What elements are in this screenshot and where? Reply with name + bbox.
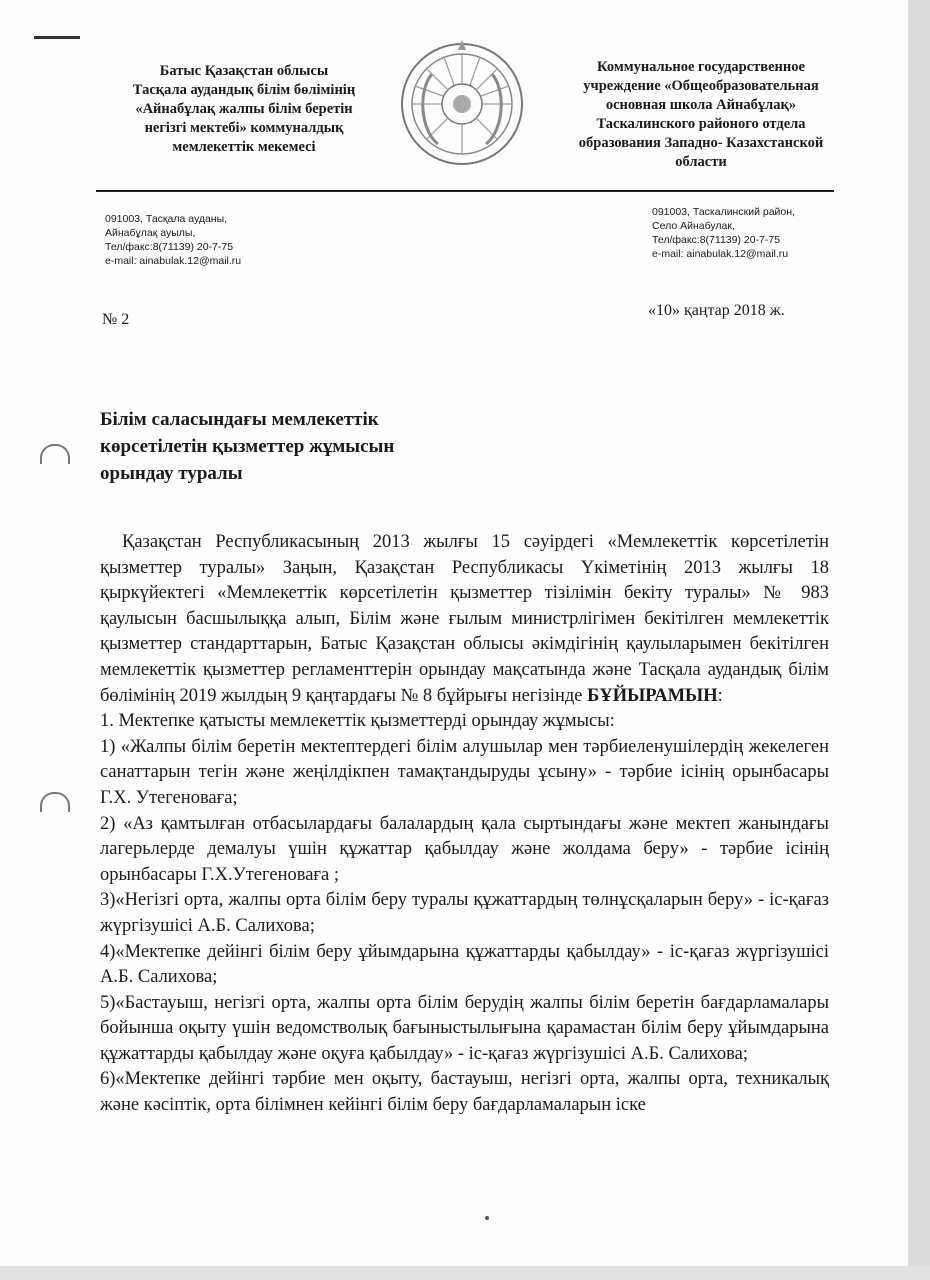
address-left [105,212,241,268]
document-number: № 2 [102,311,130,328]
address-right [652,205,795,261]
list-item: 3)«Негізгі орта, жалпы орта білім беру туралы құжаттардың төлнұсқаларын беру» - іс-қағаз жүргізушісі А.Б. Салихова; [100,890,829,936]
document-body [100,530,829,1119]
header-left-line: Тасқала аудандық білім бөлімінің [132,82,356,98]
scan-speck [485,1216,489,1220]
address-left-line: Тел/факс:8(71139) 20-7-75 [105,241,234,253]
punch-hole-icon [40,444,70,464]
list-item: 4)«Мектепке дейінгі білім беру ұйымдарына құжаттарды қабылдау» - іс-қағаз жүргізушісі А.Б. Салихова; [100,941,829,988]
title-line: орындау туралы [100,463,243,484]
document-title [100,406,460,487]
header-left-line: «Айнабұлақ жалпы білім беретін [135,101,353,117]
header-right-line: учреждение «Общеобразовательная [583,78,819,94]
address-right-line: Тел/факс:8(71139) 20-7-75 [652,234,781,246]
header-right-line: области [675,154,727,170]
list-item: 1. Мектепке қатысты мемлекеттік қызметтерді орындау жұмысы: [100,711,615,732]
list-item: 5)«Бастауыш, негізгі орта, жалпы орта білім берудің жалпы білім беретін бағдарламалары бойынша оқыту үшін ведомстволық бағыныстылығына қарамастан білім беру ұйымдарына құжаттарды қабылдау және оқуға қабылдау» - іс-қағаз жүргізушісі А.Б. Салихова; [100,992,829,1064]
scan-edge-bottom [0,1266,930,1280]
header-right-line: Коммунальное государственное [597,59,805,75]
header-left-line: Батыс Қазақстан облысы [159,63,329,79]
list-item: 2) «Аз қамтылған отбасылардағы балалардың қала сыртындағы және мектеп жанындағы лагерьлерде демалуы үшін құжаттар қабылдау және жолдама беру» - тәрбие ісінің орынбасары Г.Х.Утегеноваға ; [100,813,829,885]
address-left-line: e-mail: ainabulak.12@mail.ru [105,255,242,267]
address-right-line: 091003, Таскалинский район, [652,206,795,218]
title-line: Білім саласындағы мемлекеттік [100,409,379,430]
header-right-russian [546,58,856,172]
list-item: 6)«Мектепке дейінгі тәрбие мен оқыту, бастауыш, негізгі орта, жалпы орта, техникалық және кәсіптік, орта білімнен кейінгі білім беру бағдарламаларын іске [100,1069,829,1116]
header-right-line: образования Западно- Казахстанской [578,135,824,151]
scan-edge-right [908,0,930,1280]
preamble-paragraph [100,530,829,709]
corner-mark [34,36,80,39]
preamble-text: Қазақстан Республикасының 2013 жылғы 15 сәуірдегі «Мемлекеттік көрсетілетін қызметтер туралы» Заңын, Қазақстан Республикасы Үкіметінің 2013 жылғы 18 қыркүйектегі «Мемлекеттік көрсетілетін қызметтер тізілімін бекіту туралы» № 983 қаулысын басшылыққа алып, Білім және ғылым министрлігімен бекітілген мемлекеттік қызметтер стандарттарын, Батыс Қазақстан облысы әкімдігінің қаулыларымен бекітілген мемлекеттік қызметтер регламенттерін орындау мақсатында және Тасқала аудандық білім бөлімінің 2019 жылдың 9 қаңтардағы № 8 бұйрығы негізінде [100,532,829,706]
header-left-kazakh [100,62,388,157]
header-right-line: Таскалинского районого отдела [596,116,806,132]
header-left-line: негізгі мектебі» коммуналдық [144,120,344,136]
header-left-line: мемлекеттік мекемесі [172,139,316,155]
punch-hole-icon [40,792,70,812]
address-left-line: Айнабұлақ ауылы, [105,227,196,239]
document-date: «10» қаңтар 2018 ж. [648,302,785,319]
header-right-line: основная школа Айнабұлақ» [605,97,797,113]
list-item: 1) «Жалпы білім беретін мектептердегі білім алушылар мен тәрбиеленушілердің жекелеген санаттарын тегін және жеңілдікпен тамақтандыруды ұсыну» - тәрбие ісінің орынбасары Г.Х. Утегеноваға; [100,736,829,808]
address-left-line: 091003, Тасқала ауданы, [105,213,228,225]
address-right-line: e-mail: ainabulak.12@mail.ru [652,248,789,260]
header-divider [96,190,834,192]
order-tail: : [717,685,723,706]
title-line: көрсетілетін қызметтер жұмысын [100,436,395,457]
order-word: БҰЙЫРАМЫН [587,685,718,706]
address-right-line: Село Айнабулак, [652,220,735,232]
kazakhstan-state-emblem-icon [398,40,526,168]
